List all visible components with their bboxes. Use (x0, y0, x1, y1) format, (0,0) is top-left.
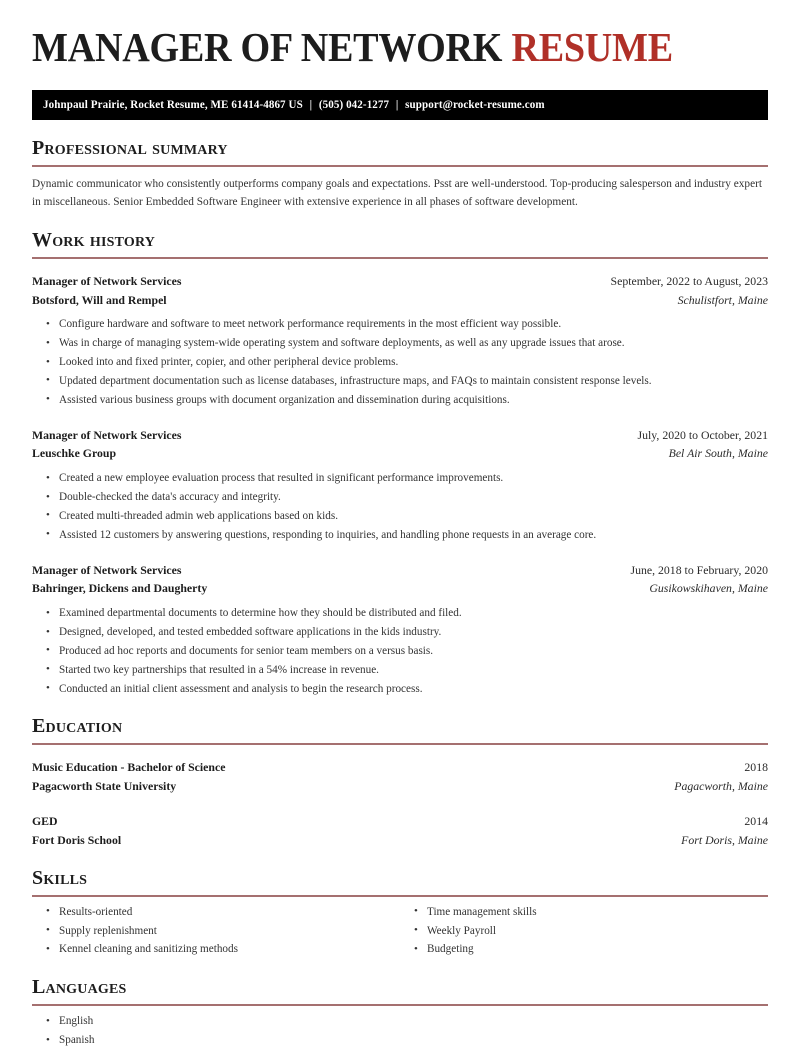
work-bullet: • Assisted various business groups with document organization and dissemination during acquisitions. (32, 391, 768, 410)
section-languages (32, 976, 768, 1050)
section-heading-skills: Skills (32, 866, 88, 889)
work-bullet: • Produced ad hoc reports and documents for senior team members on a versus basis. (32, 642, 768, 661)
work-bullet: • Created a new employee evaluation process that resulted in significant performance improvements. (32, 469, 768, 488)
resume-title-accent: RESUME (511, 24, 673, 70)
contact-email: support@rocket-resume.com (405, 99, 545, 111)
work-bullet: • Updated department documentation such as license databases, infrastructure maps, and FAQs to maintain consistent response levels. (32, 372, 768, 391)
section-divider-languages (32, 1004, 768, 1006)
work-company: Leuschke Group (32, 446, 117, 461)
work-bullet: • Created multi-threaded admin web applications based on kids. (32, 507, 768, 526)
work-dates: July, 2020 to October, 2021 (637, 427, 768, 442)
work-job-title: Manager of Network Services (32, 562, 182, 577)
work-entry (32, 561, 768, 699)
skills-columns (32, 903, 768, 959)
work-bullet-list (32, 469, 768, 544)
work-location: Schulistfort, Maine (677, 292, 768, 307)
work-bullet: • Started two key partnerships that resulted in a 54% increase in revenue. (32, 661, 768, 680)
skills-list-right (400, 903, 768, 959)
work-entry-title-row (32, 272, 768, 291)
work-bullet-list (32, 315, 768, 409)
work-dates: September, 2022 to August, 2023 (610, 273, 768, 288)
skill-item: • Kennel cleaning and sanitizing methods (32, 940, 400, 959)
education-school: Pagacworth State University (32, 779, 177, 794)
language-item: • Spanish (32, 1031, 768, 1050)
work-entry-company-row (32, 579, 768, 598)
education-year: 2018 (744, 760, 768, 775)
section-education (32, 715, 768, 850)
section-divider-skills (32, 895, 768, 897)
skills-column-right (400, 903, 768, 959)
work-bullet: • Designed, developed, and tested embedded software applications in the kids industry. (32, 623, 768, 642)
section-heading-work: Work history (32, 228, 156, 251)
work-bullet: • Examined departmental documents to determine how they should be distributed and filed. (32, 604, 768, 623)
section-heading-education: Education (32, 715, 123, 738)
resume-title (32, 0, 716, 68)
skill-item: • Results-oriented (32, 903, 400, 922)
contact-separator-1: | (309, 99, 313, 111)
summary-text: Dynamic communicator who consistently outperforms company goals and expectations. Psst are well-understood. Top-producing salesperson and industry expert in miscellaneous. Senior Embedded Software Engineer with extensive experience in all phases of software development. (32, 178, 762, 208)
skill-item: • Supply replenishment (32, 922, 400, 941)
section-work-history (32, 229, 768, 699)
language-item: • English (32, 1012, 768, 1031)
work-bullet: • Looked into and fixed printer, copier, and other peripheral device problems. (32, 353, 768, 372)
contact-bar (32, 90, 768, 120)
languages-list (32, 1012, 768, 1050)
work-job-title: Manager of Network Services (32, 273, 182, 288)
education-entry (32, 812, 768, 850)
work-entry (32, 426, 768, 545)
section-divider-work (32, 257, 768, 259)
education-entry (32, 758, 768, 796)
education-school-row (32, 831, 768, 850)
education-location: Pagacworth, Maine (674, 779, 768, 794)
education-school-row (32, 777, 768, 796)
work-dates: June, 2018 to February, 2020 (630, 562, 768, 577)
work-location: Bel Air South, Maine (668, 446, 768, 461)
section-heading-summary: Professional summary (32, 137, 228, 159)
section-divider-education (32, 743, 768, 745)
skill-item: • Budgeting (400, 940, 768, 959)
work-entry-company-row (32, 444, 768, 463)
work-entry-company-row (32, 291, 768, 310)
skill-item: • Weekly Payroll (400, 922, 768, 941)
work-job-title: Manager of Network Services (32, 427, 182, 442)
work-bullet: • Conducted an initial client assessment and analysis to begin the research process. (32, 680, 768, 699)
section-skills (32, 867, 768, 959)
section-heading-languages: Languages (32, 976, 127, 999)
work-bullet: • Assisted 12 customers by answering questions, responding to inquiries, and handling phone requests in an average core. (32, 526, 768, 545)
work-company: Botsford, Will and Rempel (32, 292, 167, 307)
work-bullet: • Was in charge of managing system-wide operating system and software deployments, as well as any upgrade issues that arose. (32, 334, 768, 353)
education-location: Fort Doris, Maine (681, 832, 768, 847)
work-entry-title-row (32, 561, 768, 580)
work-bullet-list (32, 604, 768, 698)
work-bullet: • Double-checked the data's accuracy and integrity. (32, 488, 768, 507)
contact-phone: (505) 042-1277 (318, 99, 390, 111)
skill-item: • Time management skills (400, 903, 768, 922)
education-year: 2014 (744, 814, 768, 829)
skills-list-left (32, 903, 400, 959)
section-divider-summary (32, 165, 768, 167)
education-degree: Music Education - Bachelor of Science (32, 760, 226, 775)
contact-line (43, 99, 545, 111)
contact-separator-2: | (395, 99, 399, 111)
work-company: Bahringer, Dickens and Daugherty (32, 581, 208, 596)
contact-address: Johnpaul Prairie, Rocket Resume, ME 61414-4867 US (43, 99, 303, 111)
work-bullet: • Configure hardware and software to meet network performance requirements in the most efficient way possible. (32, 315, 768, 334)
work-entry (32, 272, 768, 410)
skills-column-left (32, 903, 400, 959)
work-entry-title-row (32, 426, 768, 445)
education-degree: GED (32, 814, 58, 829)
section-professional-summary (32, 137, 768, 212)
education-degree-row (32, 758, 768, 777)
work-location: Gusikowskihaven, Maine (649, 581, 768, 596)
education-school: Fort Doris School (32, 832, 122, 847)
resume-title-main: MANAGER OF NETWORK (32, 24, 512, 70)
education-degree-row (32, 812, 768, 831)
